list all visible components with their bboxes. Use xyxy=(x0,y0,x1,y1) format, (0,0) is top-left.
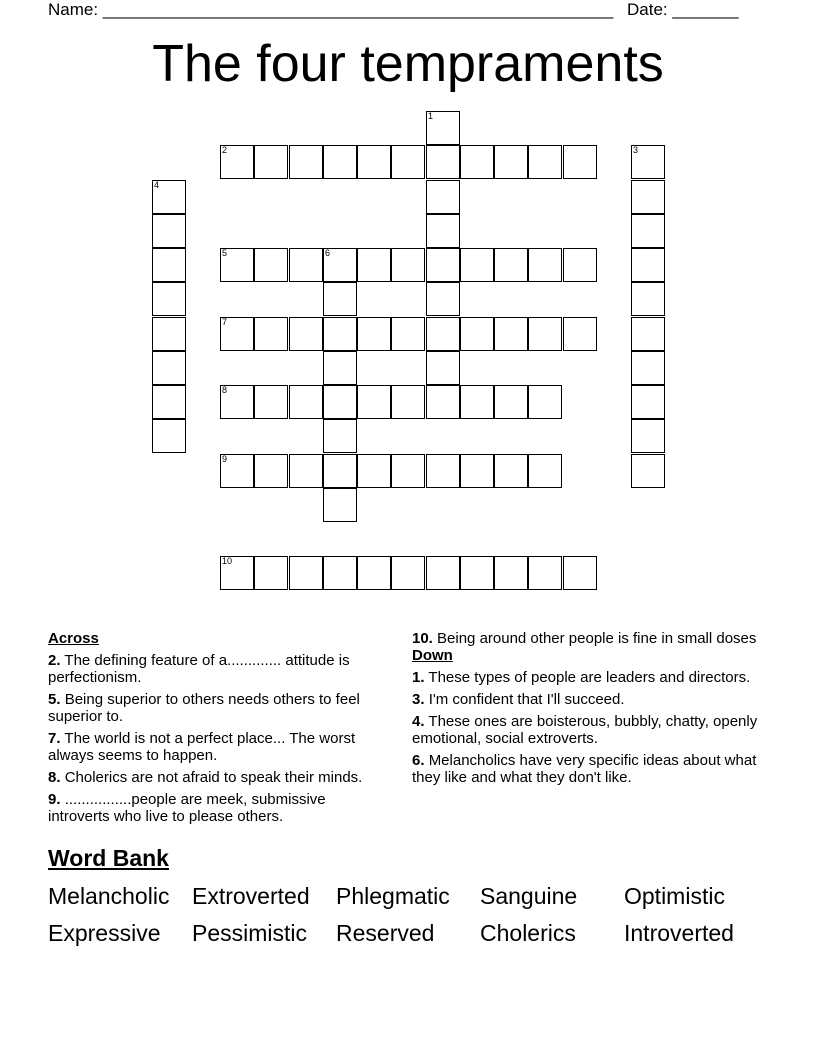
crossword-cell[interactable] xyxy=(426,556,460,590)
crossword-cell[interactable] xyxy=(152,351,186,385)
crossword-cell[interactable] xyxy=(563,556,597,590)
crossword-cell[interactable] xyxy=(563,317,597,351)
crossword-cell[interactable] xyxy=(528,385,562,419)
crossword-cell[interactable] xyxy=(323,145,357,179)
word-bank-word: Melancholic xyxy=(48,883,170,909)
word-bank-word: Optimistic xyxy=(624,883,725,909)
crossword-cell[interactable] xyxy=(631,180,665,214)
crossword-cell[interactable] xyxy=(254,317,288,351)
crossword-cell[interactable] xyxy=(391,454,425,488)
crossword-cell[interactable] xyxy=(460,454,494,488)
clue-number: 3 xyxy=(633,145,639,155)
down-clues-column xyxy=(412,630,762,786)
clue-number: 2 xyxy=(222,145,228,155)
word-bank-title: Word Bank xyxy=(48,845,169,871)
crossword-cell[interactable] xyxy=(426,351,460,385)
crossword-cell[interactable] xyxy=(391,317,425,351)
crossword-cell[interactable] xyxy=(323,454,357,488)
crossword-cell[interactable] xyxy=(152,180,186,214)
crossword-cell[interactable] xyxy=(631,351,665,385)
crossword-cell[interactable] xyxy=(220,317,254,351)
clue-across-5: 5. Being superior to others needs others to feel superior to. xyxy=(48,691,360,725)
down-heading: Down xyxy=(412,647,453,664)
crossword-cell[interactable] xyxy=(323,351,357,385)
name-line: Name: ______________________________________________________ xyxy=(48,0,614,19)
crossword-cell[interactable] xyxy=(426,248,460,282)
word-bank-word: Phlegmatic xyxy=(336,883,450,909)
crossword-cell[interactable] xyxy=(494,248,528,282)
crossword-cell[interactable] xyxy=(357,145,391,179)
word-bank-word: Reserved xyxy=(336,920,435,946)
crossword-cell[interactable] xyxy=(220,454,254,488)
crossword-cell[interactable] xyxy=(323,385,357,419)
word-bank-word: Cholerics xyxy=(480,920,576,946)
crossword-cell[interactable] xyxy=(460,317,494,351)
crossword-cell[interactable] xyxy=(494,454,528,488)
crossword-cell[interactable] xyxy=(391,385,425,419)
crossword-cell[interactable] xyxy=(357,385,391,419)
crossword-cell[interactable] xyxy=(426,214,460,248)
crossword-cell[interactable] xyxy=(289,556,323,590)
crossword-cell[interactable] xyxy=(323,248,357,282)
crossword-cell[interactable] xyxy=(460,248,494,282)
crossword-cell[interactable] xyxy=(357,556,391,590)
crossword-cell[interactable] xyxy=(254,145,288,179)
crossword-cell[interactable] xyxy=(220,145,254,179)
clue-number: 9 xyxy=(222,454,228,464)
crossword-cell[interactable] xyxy=(357,248,391,282)
crossword-cell[interactable] xyxy=(152,419,186,453)
crossword-cell[interactable] xyxy=(289,454,323,488)
clue-across-7: 7. The world is not a perfect place... The worst always seems to happen. xyxy=(48,730,356,764)
crossword-cell[interactable] xyxy=(426,145,460,179)
clue-number: 7 xyxy=(222,317,228,327)
word-bank-word: Sanguine xyxy=(480,883,578,909)
crossword-cell[interactable] xyxy=(494,317,528,351)
across-heading: Across xyxy=(48,630,99,647)
crossword-cell[interactable] xyxy=(528,317,562,351)
crossword-cell[interactable] xyxy=(631,145,665,179)
crossword-cell[interactable] xyxy=(289,385,323,419)
crossword-cell[interactable] xyxy=(254,385,288,419)
clue-down-6: 6. Melancholics have very specific ideas about what they like and what they don't like. xyxy=(412,752,757,786)
crossword-cell[interactable] xyxy=(460,145,494,179)
crossword-cell[interactable] xyxy=(563,248,597,282)
crossword-cell[interactable] xyxy=(323,317,357,351)
crossword-cell[interactable] xyxy=(357,317,391,351)
crossword-cell[interactable] xyxy=(631,248,665,282)
clue-across-9: 9. ................people are meek, submissive introverts who live to please others. xyxy=(48,791,326,825)
crossword-cell[interactable] xyxy=(323,556,357,590)
crossword-cell[interactable] xyxy=(631,282,665,316)
crossword-cell[interactable] xyxy=(152,214,186,248)
crossword-cell[interactable] xyxy=(426,111,460,145)
crossword-cell[interactable] xyxy=(494,385,528,419)
crossword-cell[interactable] xyxy=(563,145,597,179)
crossword-cell[interactable] xyxy=(631,317,665,351)
crossword-cell[interactable] xyxy=(323,419,357,453)
date-line: Date: _______ xyxy=(627,0,739,19)
crossword-cell[interactable] xyxy=(391,145,425,179)
crossword-cell[interactable] xyxy=(426,282,460,316)
crossword-cell[interactable] xyxy=(152,282,186,316)
crossword-cell[interactable] xyxy=(631,454,665,488)
crossword-cell[interactable] xyxy=(528,145,562,179)
word-bank-word: Pessimistic xyxy=(192,920,308,946)
crossword-cell[interactable] xyxy=(323,488,357,522)
crossword-cell[interactable] xyxy=(426,454,460,488)
clue-down-3: 3. I'm confident that I'll succeed. xyxy=(412,691,625,708)
crossword-cell[interactable] xyxy=(631,419,665,453)
crossword-cell[interactable] xyxy=(289,248,323,282)
crossword-cell[interactable] xyxy=(220,556,254,590)
crossword-cell[interactable] xyxy=(289,145,323,179)
crossword-cell[interactable] xyxy=(323,282,357,316)
crossword-cell[interactable] xyxy=(528,248,562,282)
crossword-cell[interactable] xyxy=(631,214,665,248)
clue-number: 8 xyxy=(222,385,228,395)
crossword-cell[interactable] xyxy=(631,385,665,419)
clue-across-2: 2. The defining feature of a............. attitude is perfectionism. xyxy=(48,652,350,686)
crossword-cell[interactable] xyxy=(494,556,528,590)
clue-across-10: 10. Being around other people is fine in small doses xyxy=(412,630,757,647)
crossword-cell[interactable] xyxy=(426,180,460,214)
crossword-cell[interactable] xyxy=(528,454,562,488)
crossword-cell[interactable] xyxy=(152,317,186,351)
page-title: The four tempraments xyxy=(152,35,664,93)
crossword-cell[interactable] xyxy=(426,317,460,351)
clue-number: 4 xyxy=(154,180,160,190)
clue-across-8: 8. Cholerics are not afraid to speak their minds. xyxy=(48,769,363,786)
word-bank-word: Extroverted xyxy=(192,883,310,909)
clue-number: 10 xyxy=(222,556,233,566)
crossword-cell[interactable] xyxy=(391,248,425,282)
across-clues-column xyxy=(48,630,383,825)
clue-number: 1 xyxy=(428,111,434,121)
crossword-cell[interactable] xyxy=(152,385,186,419)
crossword-cell[interactable] xyxy=(528,556,562,590)
crossword-cell[interactable] xyxy=(460,556,494,590)
crossword-cell[interactable] xyxy=(220,385,254,419)
crossword-cell[interactable] xyxy=(254,454,288,488)
clue-down-4: 4. These ones are boisterous, bubbly, chatty, openly emotional, social extroverts. xyxy=(412,713,758,747)
crossword-cell[interactable] xyxy=(289,317,323,351)
crossword-cell[interactable] xyxy=(391,556,425,590)
word-bank-word: Expressive xyxy=(48,920,161,946)
crossword-cell[interactable] xyxy=(152,248,186,282)
crossword-cell[interactable] xyxy=(254,556,288,590)
crossword-cell[interactable] xyxy=(357,454,391,488)
clue-number: 6 xyxy=(325,248,331,258)
clue-number: 5 xyxy=(222,248,228,258)
clue-down-1: 1. These types of people are leaders and directors. xyxy=(412,669,751,686)
crossword-cell[interactable] xyxy=(254,248,288,282)
crossword-cell[interactable] xyxy=(460,385,494,419)
crossword-cell[interactable] xyxy=(220,248,254,282)
crossword-cell[interactable] xyxy=(426,385,460,419)
word-bank-word: Introverted xyxy=(624,920,734,946)
crossword-cell[interactable] xyxy=(494,145,528,179)
